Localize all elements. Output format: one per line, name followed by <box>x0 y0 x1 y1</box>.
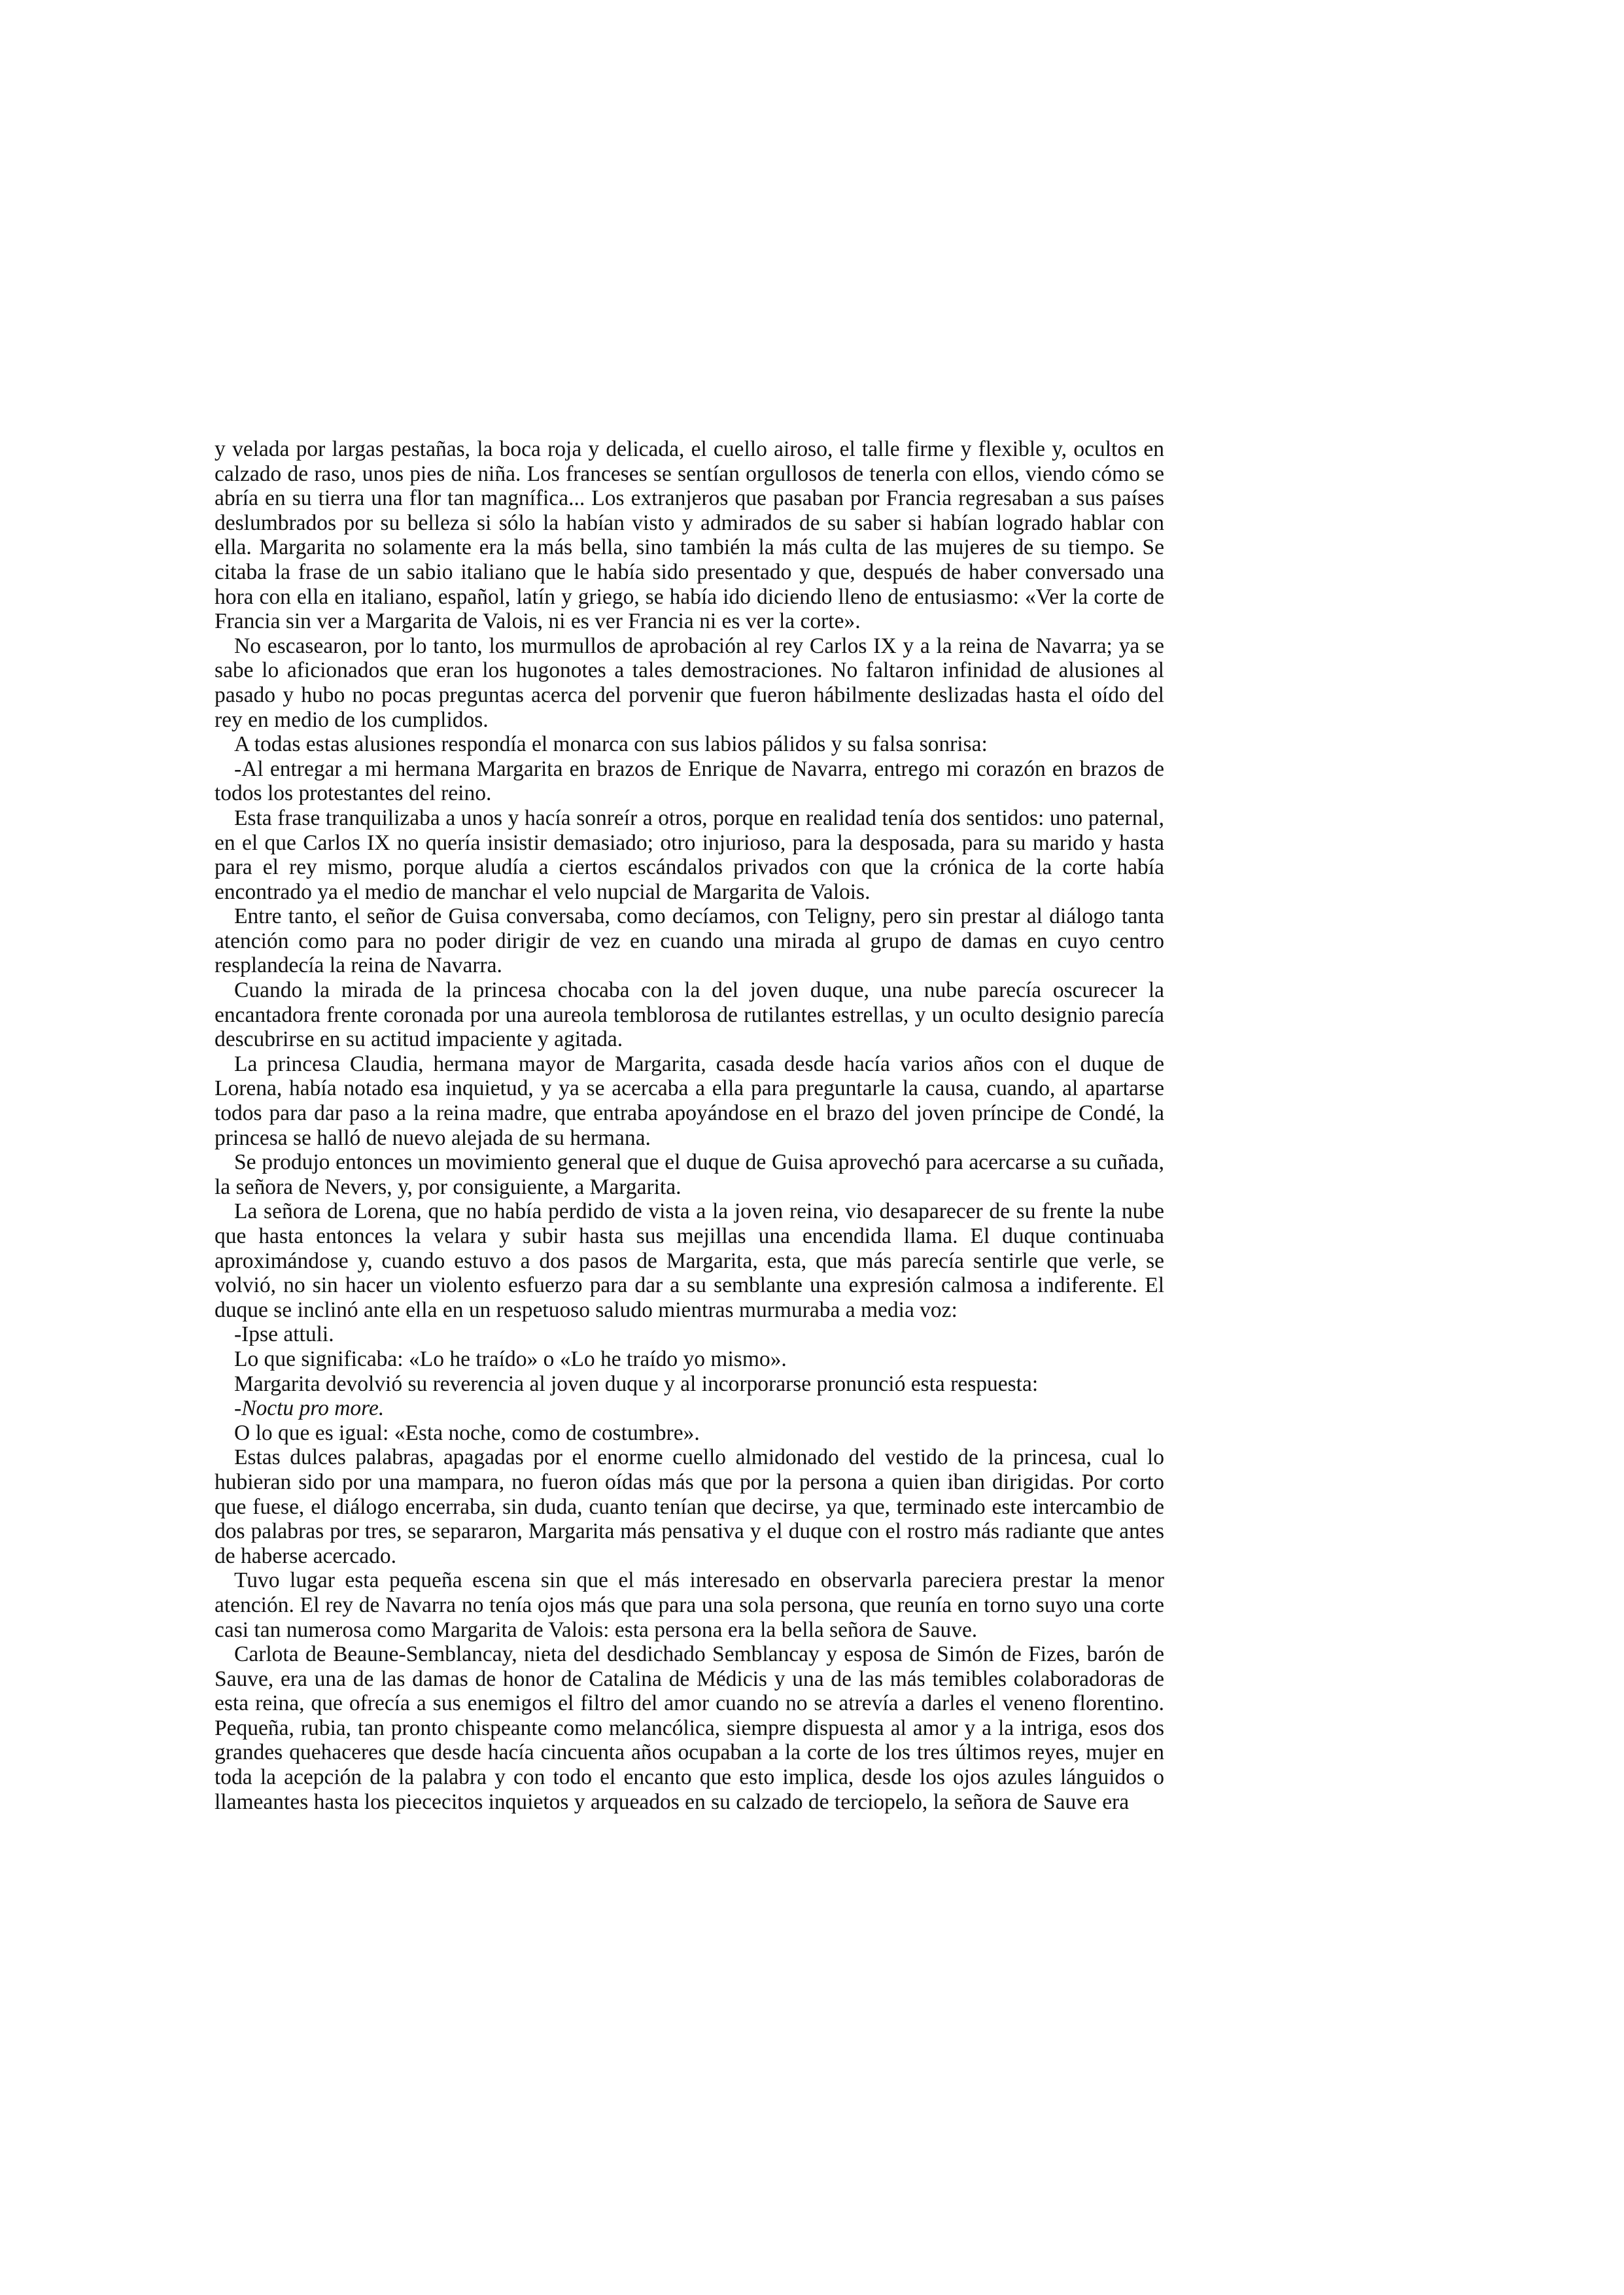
paragraph: La princesa Claudia, hermana mayor de Margarita, casada desde hacía varios años con el duque de Lorena, había notado esa inquietud, y ya se acercaba a ella para preguntarle la causa, cuando, al apartarse todos para dar paso a la reina madre, que entraba apoyándose en el brazo del joven príncipe de Condé, la princesa se halló de nuevo alejada de su hermana. <box>215 1051 1164 1150</box>
latin-phrase: -Noctu pro more. <box>234 1396 385 1421</box>
paragraph: Tuvo lugar esta pequeña escena sin que el más interesado en observarla pareciera prestar la menor atención. El rey de Navarra no tenía ojos más que para una sola persona, que reunía en torno suyo una corte casi tan numerosa como Margarita de Valois: esta persona era la bella señora de Sauve. <box>215 1568 1164 1642</box>
dialogue-line: -Al entregar a mi hermana Margarita en brazos de Enrique de Navarra, entrego mi corazón en brazos de todos los protestantes del reino. <box>215 756 1164 806</box>
paragraph: Margarita devolvió su reverencia al joven duque y al incorporarse pronunció esta respuesta: <box>234 1371 1039 1396</box>
paragraph: Esta frase tranquilizaba a unos y hacía sonreír a otros, porque en realidad tenía dos sentidos: uno paternal, en el que Carlos IX no quería insistir demasiado; otro injurioso, para la desposada, para su marido y hasta para el rey mismo, porque aludía a ciertos escándalos privados con que la crónica de la corte había encontrado ya el medio de manchar el velo nupcial de Margarita de Valois. <box>215 805 1164 904</box>
paragraph: Se produjo entonces un movimiento general que el duque de Guisa aprovechó para acercarse a su cuñada, la señora de Nevers, y, por consiguiente, a Margarita. <box>215 1150 1164 1199</box>
paragraph: Entre tanto, el señor de Guisa conversaba, como decíamos, con Teligny, pero sin prestar al diálogo tanta atención como para no poder dirigir de vez en cuando una mirada al grupo de damas en cuyo centro resplandecía la reina de Navarra. <box>215 904 1164 978</box>
paragraph: A todas estas alusiones respondía el monarca con sus labios pálidos y su falsa sonrisa: <box>234 732 988 757</box>
dialogue-line: -Ipse attuli. <box>234 1322 334 1347</box>
paragraph: La señora de Lorena, que no había perdido de vista a la joven reina, vio desaparecer de su frente la nube que hasta entonces la velara y subir hasta sus mejillas una encendida llama. El duque continuaba aproximándose y, cuando estuvo a dos pasos de Margarita, esta, que más parecía sentirle que verle, se volvió, no sin hacer un violento esfuerzo para dar a su semblante una expresión calmosa a indiferente. El duque se inclinó ante ella en un respetuoso saludo mientras murmuraba a media voz: <box>215 1199 1164 1322</box>
paragraph: No escasearon, por lo tanto, los murmullos de aprobación al rey Carlos IX y a la reina de Navarra; ya se sabe lo aficionados que eran los hugonotes a tales demostraciones. No faltaron infinidad de alusiones al pasado y hubo no pocas preguntas acerca del porvenir que fueron hábilmente deslizadas hasta el oído del rey en medio de los cumplidos. <box>215 633 1164 732</box>
paragraph: Carlota de Beaune-Semblancay, nieta del desdichado Semblancay y esposa de Simón de Fizes, barón de Sauve, era una de las damas de honor de Catalina de Médicis y una de las más temibles colaboradoras de esta reina, que ofrecía a sus enemigos el filtro del amor cuando no se atrevía a darles el veneno florentino. Pequeña, rubia, tan pronto chispeante como melancólica, siempre dispuesta al amor y a la intriga, esos dos grandes quehaceres que desde hacía cincuenta años ocupaban a la corte de los tres últimos reyes, mujer en toda la acepción de la palabra y con todo el encanto que esto implica, desde los ojos azules lánguidos o llameantes hasta los piececitos inquietos y arqueados en su calzado de terciopelo, la señora de Sauve era <box>215 1642 1164 1814</box>
dialogue-line-italic <box>215 1396 1164 1421</box>
paragraph: y velada por largas pestañas, la boca roja y delicada, el cuello airoso, el talle firme y flexible y, ocultos en calzado de raso, unos pies de niña. Los franceses se sentían orgullosos de tenerla con ellos, viendo cómo se abría en su tierra una flor tan magnífica... Los extranjeros que pasaban por Francia regresaban a sus países deslumbrados por su belleza si sólo la habían visto y admirados de su saber si habían logrado hablar con ella. Margarita no solamente era la más bella, sino también la más culta de las mujeres de su tiempo. Se citaba la frase de un sabio italiano que le había sido presentado y que, después de haber conversado una hora con ella en italiano, español, latín y griego, se había ido diciendo lleno de entusiasmo: «Ver la corte de Francia sin ver a Margarita de Valois, ni es ver Francia ni es ver la corte». <box>215 437 1164 634</box>
paragraph: Estas dulces palabras, apagadas por el enorme cuello almidonado del vestido de la princesa, cual lo hubieran sido por una mampara, no fueron oídas más que por la persona a quien iban dirigidas. Por corto que fuese, el diálogo encerraba, sin duda, cuanto tenían que decirse, ya que, terminado este intercambio de dos palabras por tres, se separaron, Margarita más pensativa y el duque con el rostro más radiante que antes de haberse acercado. <box>215 1445 1164 1568</box>
paragraph: Cuando la mirada de la princesa chocaba con la del joven duque, una nube parecía oscurecer la encantadora frente coronada por una aureola temblorosa de rutilantes estrellas, y un oculto designio parecía descubrirse en su actitud impaciente y agitada. <box>215 978 1164 1052</box>
paragraph: O lo que es igual: «Esta noche, como de costumbre». <box>234 1420 700 1445</box>
paragraph: Lo que significaba: «Lo he traído» o «Lo he traído yo mismo». <box>234 1346 787 1371</box>
body-text <box>215 437 1164 1814</box>
